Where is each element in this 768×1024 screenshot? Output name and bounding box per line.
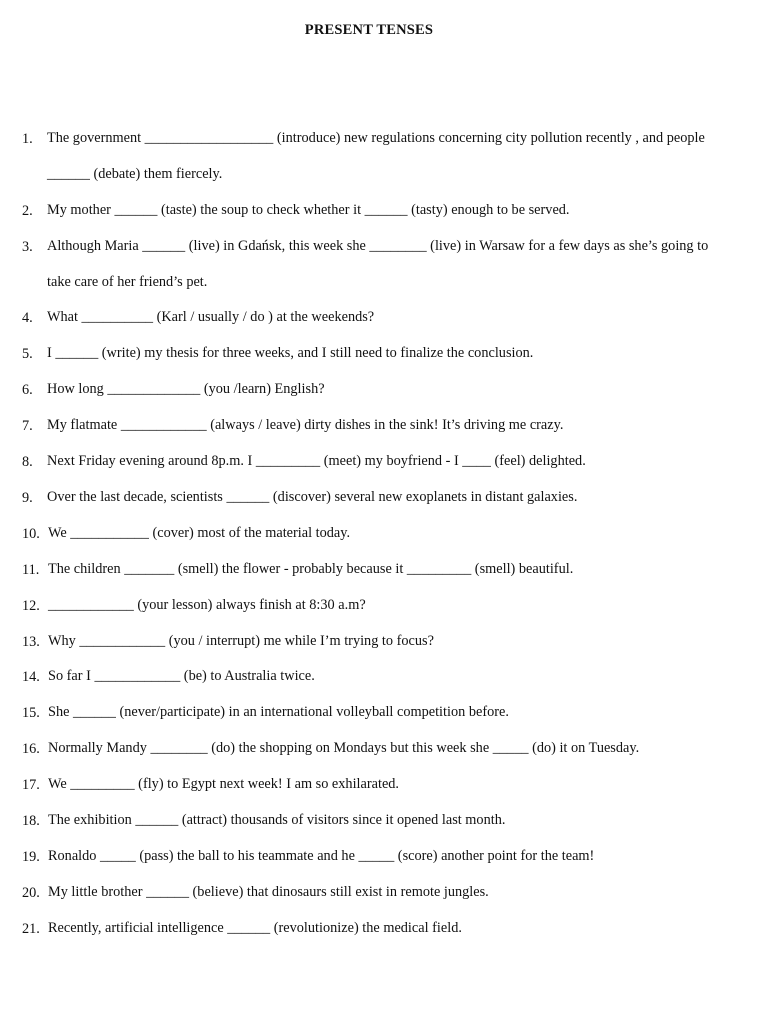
item-number: 16.	[22, 741, 40, 758]
item-text: The government __________________ (introduce) new regulations concerning city pollution recently , and people ______ (debate) them fiercely.	[47, 130, 705, 182]
item-text: My little brother ______ (believe) that dinosaurs still exist in remote jungles.	[48, 883, 489, 900]
item-text: We _________ (fly) to Egypt next week! I am so exhilarated.	[48, 776, 400, 793]
item-number: 8.	[22, 454, 33, 471]
item-number: 18.	[22, 812, 40, 829]
item-text: She ______ (never/participate) in an international volleyball competition before.	[48, 704, 509, 721]
item-text: Next Friday evening around 8p.m. I _________ (meet) my boyfriend - I ____ (feel) delighted.	[47, 453, 586, 470]
item-text: What __________ (Karl / usually / do ) at the weekends?	[47, 309, 375, 326]
item-text: Why ____________ (you / interrupt) me while I’m trying to focus?	[48, 632, 434, 649]
item-number: 7.	[22, 418, 33, 435]
item-number: 12.	[22, 597, 40, 614]
item-number: 3.	[22, 238, 33, 255]
item-number: 17.	[22, 777, 40, 794]
item-number: 19.	[22, 848, 40, 865]
item-number: 6.	[22, 382, 33, 399]
item-number: 4.	[22, 310, 33, 327]
item-text: So far I ____________ (be) to Australia twice.	[48, 668, 315, 685]
item-number: 11.	[22, 561, 40, 578]
item-text: I ______ (write) my thesis for three weeks, and I still need to finalize the conclusion.	[47, 345, 534, 362]
item-text: We ___________ (cover) most of the material today.	[48, 524, 351, 541]
exercise-list	[0, 128, 768, 954]
page-title: PRESENT TENSES	[304, 22, 434, 38]
item-number: 1.	[22, 131, 33, 147]
item-text: Normally Mandy ________ (do) the shopping on Mondays but this week she _____ (do) it on Tuesday.	[48, 740, 640, 757]
item-number: 21.	[22, 920, 40, 937]
item-text: The children _______ (smell) the flower - probably because it _________ (smell) beautiful.	[48, 560, 574, 577]
exercise-item	[0, 918, 768, 954]
item-text: ____________ (your lesson) always finish at 8:30 a.m?	[48, 596, 366, 613]
item-number: 2.	[22, 202, 33, 219]
exercise-item	[0, 128, 768, 200]
item-text: Although Maria ______ (live) in Gdańsk, this week she ________ (live) in Warsaw for a few days as she’s going to take care of her friend’s pet.	[47, 237, 709, 290]
item-number: 15.	[22, 705, 40, 722]
item-text: Ronaldo _____ (pass) the ball to his teammate and he _____ (score) another point for the team!	[48, 847, 595, 864]
item-number: 13.	[22, 633, 40, 650]
exercise-item	[0, 236, 768, 308]
item-text: How long _____________ (you /learn) English?	[47, 381, 325, 398]
item-text: My flatmate ____________ (always / leave) dirty dishes in the sink! It’s driving me crazy.	[47, 417, 564, 434]
item-number: 20.	[22, 884, 40, 901]
item-text: My mother ______ (taste) the soup to check whether it ______ (tasty) enough to be served.	[47, 201, 570, 218]
item-number: 5.	[22, 346, 33, 363]
item-text: The exhibition ______ (attract) thousands of visitors since it opened last month.	[48, 811, 506, 828]
item-text: Recently, artificial intelligence ______ (revolutionize) the medical field.	[48, 919, 462, 936]
item-text: Over the last decade, scientists ______ (discover) several new exoplanets in distant galaxies.	[47, 488, 578, 505]
item-number: 10.	[22, 525, 40, 542]
item-number: 14.	[22, 669, 40, 686]
item-number: 9.	[22, 489, 33, 506]
